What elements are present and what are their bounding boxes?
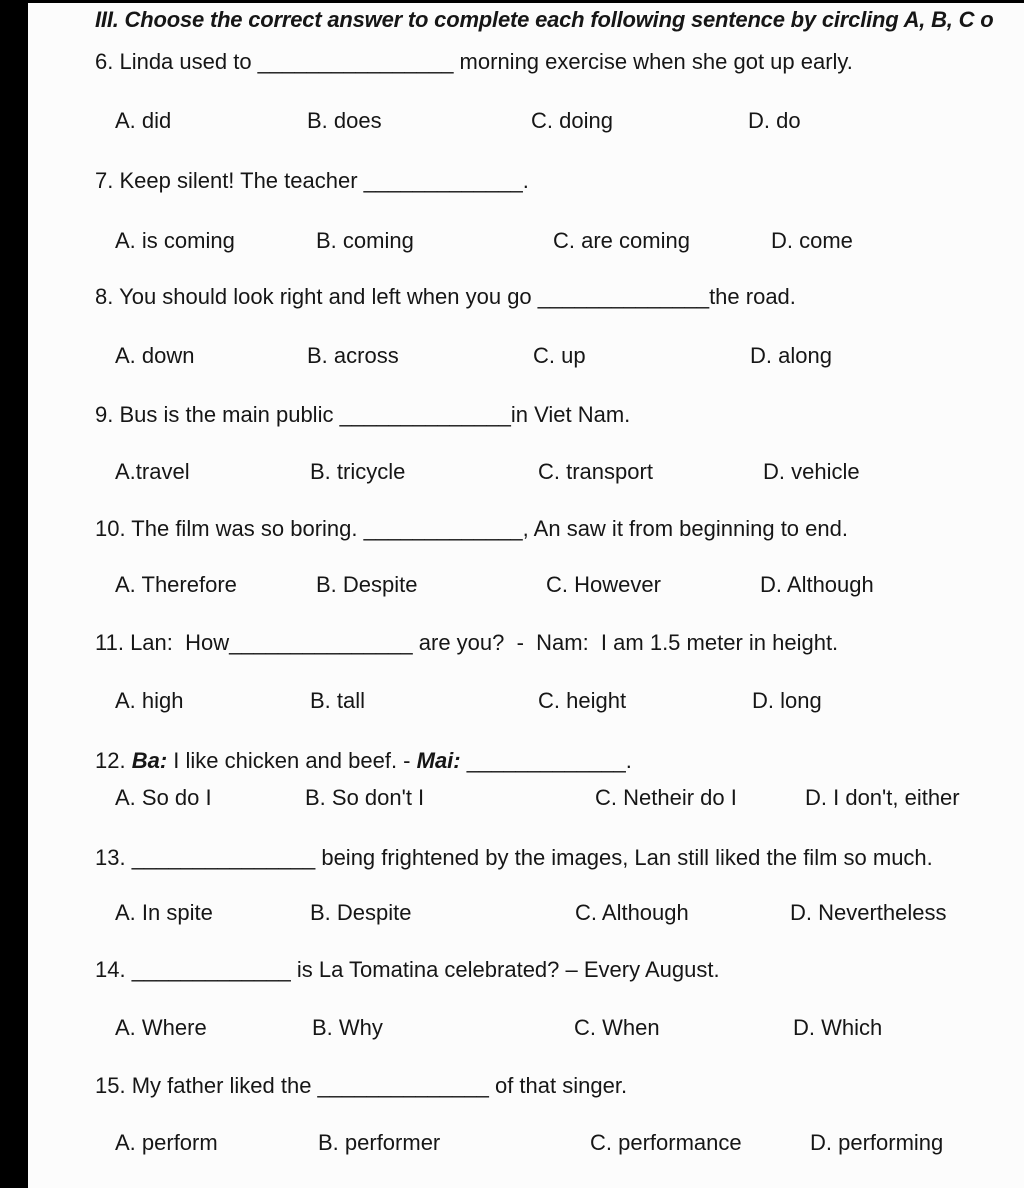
question-8-option-d: D. along <box>750 343 832 368</box>
question-11-option-a: A. high <box>115 688 184 713</box>
question-11-option-c: C. height <box>538 688 627 713</box>
question-10-prompt: 10. The film was so boring. _____________, An saw it from beginning to end. <box>95 516 848 541</box>
question-6-prompt: 6. Linda used to ________________ morning exercise when she got up early. <box>95 49 853 74</box>
question-13-option-b: B. Despite <box>310 900 412 925</box>
question-13-option-d: D. Nevertheless <box>790 900 947 925</box>
question-14-option-a: A. Where <box>115 1015 207 1040</box>
question-12-option-d: D. I don't, either <box>805 785 960 810</box>
top-border-line <box>0 0 1024 3</box>
question-13-prompt: 13. _______________ being frightened by the images, Lan still liked the film so much. <box>95 845 933 870</box>
left-black-bar <box>0 0 28 1188</box>
question-15-prompt: 15. My father liked the ______________ of that singer. <box>95 1073 628 1098</box>
question-12-blank: _____________. <box>460 748 632 773</box>
question-12-text: I like chicken and beef. - <box>167 748 417 773</box>
question-9-option-c: C. transport <box>538 459 653 484</box>
question-9-option-b: B. tricycle <box>310 459 406 484</box>
question-10-option-a: A. Therefore <box>115 572 237 597</box>
question-7-option-a: A. is coming <box>115 228 235 253</box>
question-8-option-b: B. across <box>307 343 399 368</box>
question-9-option-d: D. vehicle <box>763 459 860 484</box>
question-11-option-b: B. tall <box>310 688 366 713</box>
question-15-option-a: A. perform <box>115 1130 218 1155</box>
question-6-option-a: A. did <box>115 108 172 133</box>
question-12-number: 12. <box>95 748 132 773</box>
question-6-option-c: C. doing <box>531 108 613 133</box>
question-13-option-c: C. Although <box>575 900 689 925</box>
question-10-option-b: B. Despite <box>316 572 418 597</box>
question-14-prompt: 14. _____________ is La Tomatina celebrated? – Every August. <box>95 957 720 982</box>
question-8-prompt: 8. You should look right and left when you go ______________the road. <box>95 284 796 309</box>
question-6-option-b: B. does <box>307 108 382 133</box>
question-11-prompt: 11. Lan: How_______________ are you? - Nam: I am 1.5 meter in height. <box>95 630 839 655</box>
question-8-option-a: A. down <box>115 343 195 368</box>
question-10-option-c: C. However <box>546 572 661 597</box>
section-heading: III. Choose the correct answer to complete each following sentence by circling A, B, C o <box>95 7 994 32</box>
question-15-option-d: D. performing <box>810 1130 944 1155</box>
question-14-option-b: B. Why <box>312 1015 383 1040</box>
question-10-option-d: D. Although <box>760 572 874 597</box>
question-14-option-c: C. When <box>574 1015 660 1040</box>
question-12-option-a: A. So do I <box>115 785 212 810</box>
question-12-speaker-ba: Ba: <box>131 748 168 773</box>
question-9-option-a: A.travel <box>115 459 190 484</box>
question-12-option-c: C. Netheir do I <box>595 785 737 810</box>
question-7-option-b: B. coming <box>316 228 414 253</box>
question-12-option-b: B. So don't I <box>305 785 425 810</box>
question-12-prompt <box>95 747 632 775</box>
question-15-option-c: C. performance <box>590 1130 742 1155</box>
question-14-option-d: D. Which <box>793 1015 883 1040</box>
question-15-option-b: B. performer <box>318 1130 441 1155</box>
question-7-prompt: 7. Keep silent! The teacher _____________. <box>95 168 529 193</box>
question-11-option-d: D. long <box>752 688 822 713</box>
question-6-option-d: D. do <box>748 108 801 133</box>
question-13-option-a: A. In spite <box>115 900 213 925</box>
question-7-option-c: C. are coming <box>553 228 690 253</box>
question-8-option-c: C. up <box>533 343 586 368</box>
question-7-option-d: D. come <box>771 228 853 253</box>
question-9-prompt: 9. Bus is the main public ______________in Viet Nam. <box>95 402 631 427</box>
question-12-speaker-mai: Mai: <box>416 748 461 773</box>
